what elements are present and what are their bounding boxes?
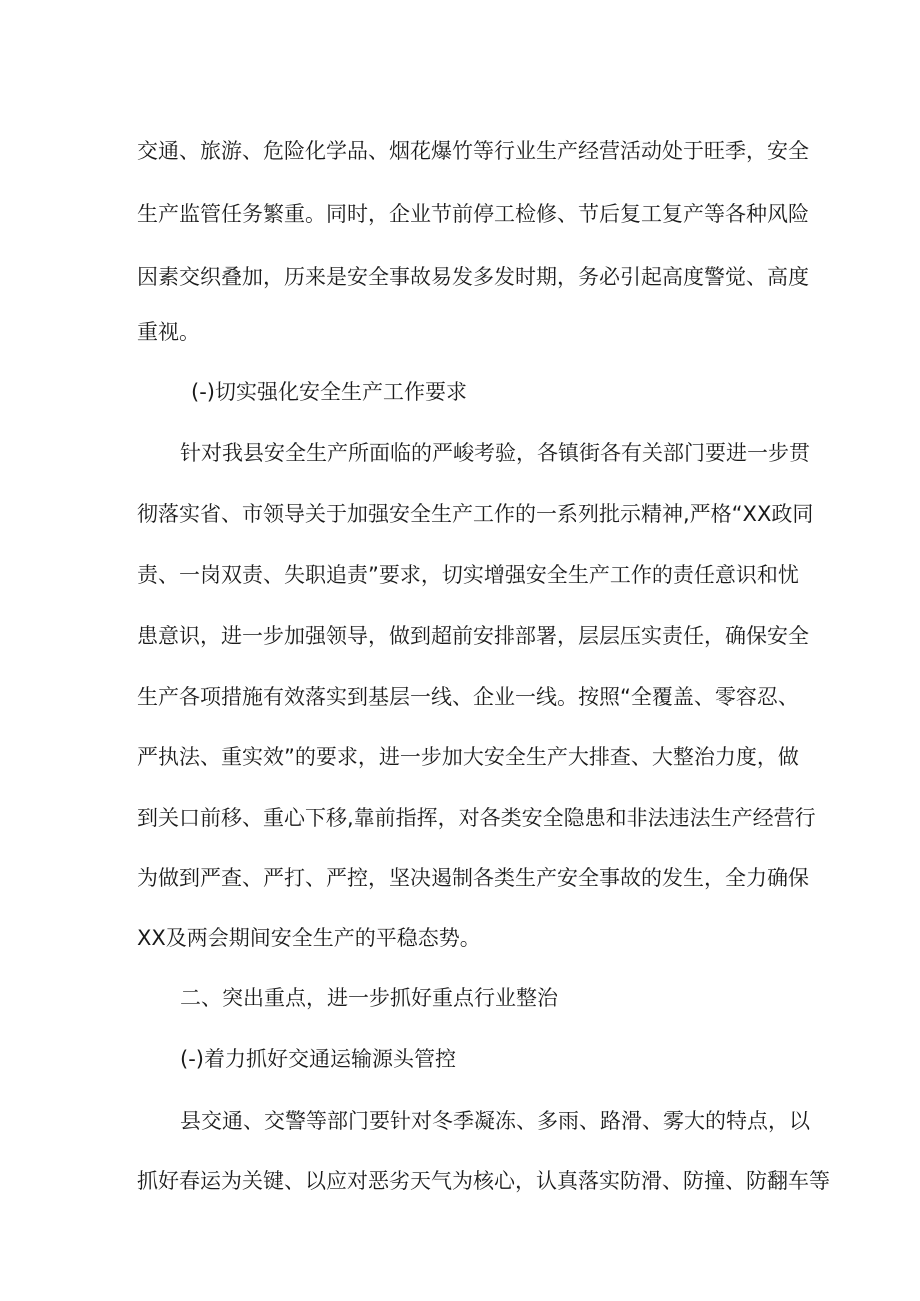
paragraph-line: 患意识，进一步加强领导，做到超前安排部署，层层压实责任，确保安全 bbox=[137, 624, 809, 648]
paragraph-line: 抓好春运为关键、以应对恶劣天气为核心，认真落实防滑、防撞、防翻车等 bbox=[137, 1169, 830, 1193]
paragraph-line: 严执法、重实效”的要求，进一步加大安全生产大排查、大整治力度，做 bbox=[137, 745, 799, 769]
paragraph-line: 到关口前移、重心下移,靠前指挥，对各类安全隐患和非法违法生产经营行 bbox=[137, 806, 816, 830]
paragraph-line: 针对我县安全生产所面临的严峻考验，各镇街各有关部门要进一步贯 bbox=[180, 441, 810, 465]
paragraph-line: 县交通、交警等部门要针对冬季凝冻、多雨、路滑、雾大的特点，以 bbox=[180, 1109, 810, 1133]
subsection-heading: (-)着力抓好交通运输源头管控 bbox=[180, 1047, 456, 1071]
paragraph-line: 为做到严查、严打、严控，坚决遏制各类生产安全事故的发生，全力确保 bbox=[137, 866, 809, 890]
paragraph-line: 彻落实省、市领导关于加强安全生产工作的一系列批示精神,严格“XX政同 bbox=[137, 502, 814, 526]
paragraph-line: XX及两会期间安全生产的平稳态势。 bbox=[137, 926, 481, 950]
paragraph-line: 交通、旅游、危险化学品、烟花爆竹等行业生产经营活动处于旺季，安全 bbox=[137, 139, 809, 163]
paragraph-line: 责、一岗双责、失职追责”要求，切实增强安全生产工作的责任意识和忧 bbox=[137, 563, 799, 587]
paragraph-line: 生产监管任务繁重。同时，企业节前停工检修、节后复工复产等各种风险 bbox=[137, 202, 809, 226]
section-heading: 二、突出重点，进一步抓好重点行业整治 bbox=[180, 986, 558, 1010]
paragraph-line: 重视。 bbox=[137, 320, 200, 344]
subsection-heading: (-)切实强化安全生产工作要求 bbox=[191, 380, 467, 404]
paragraph-line: 因素交织叠加，历来是安全事故易发多发时期，务必引起高度警觉、高度 bbox=[137, 265, 809, 289]
paragraph-line: 生产各项措施有效落实到基层一线、企业一线。按照“全覆盖、零容忍、 bbox=[137, 685, 799, 709]
